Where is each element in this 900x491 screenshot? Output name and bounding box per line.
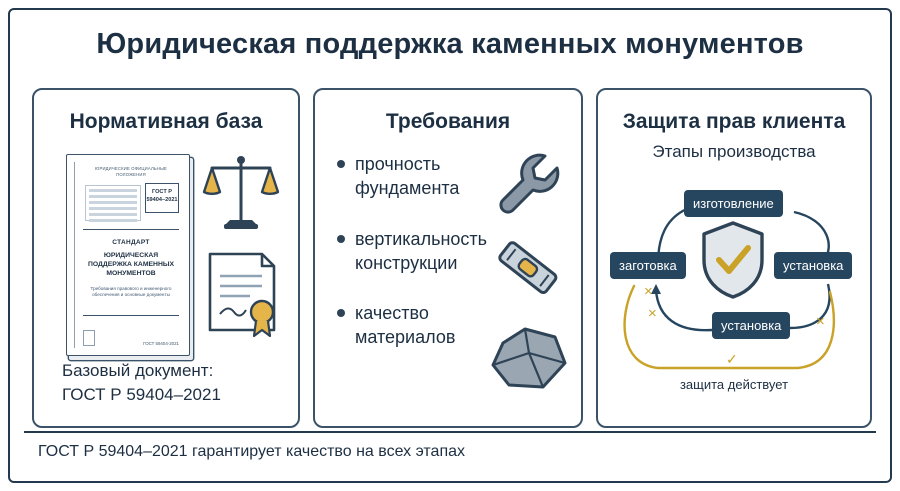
book-footer-code: ГОСТ 59404-2021 [143, 341, 179, 346]
book-header-text: ЮРИДИЧЕСКИЕ ОФИЦИАЛЬНЫЕ ПОЛОЖЕНИЯ [95, 166, 167, 178]
bullet-dot-icon [337, 160, 345, 168]
wrench-icon [491, 148, 569, 231]
scales-icon [202, 152, 280, 243]
requirement-text: качество материалов [355, 303, 456, 348]
shield-check-icon [700, 220, 766, 305]
document-illustration [34, 142, 298, 372]
card-title-normative-base: Нормативная база [69, 110, 263, 133]
book-standard-name: ЮРИДИЧЕСКАЯ ПОДДЕРЖКА КАМЕННЫХ МОНУМЕНТОВ [87, 252, 175, 278]
base-document-caption-line2: ГОСТ Р 59404–2021 [62, 385, 221, 405]
book-footer [83, 330, 179, 346]
flow-node-installation-right[interactable]: установка [774, 252, 852, 279]
svg-text:✓: ✓ [726, 351, 738, 367]
requirements-list [337, 152, 487, 376]
book-barcode [83, 330, 95, 346]
flow-title: Этапы производства [652, 142, 816, 161]
base-document-caption [62, 359, 221, 408]
book-rule-top [83, 229, 179, 230]
book-rule-bottom [83, 315, 179, 316]
production-flow-diagram [598, 168, 870, 398]
standard-book [66, 154, 190, 356]
flow-node-installation-bottom[interactable]: установка [712, 312, 790, 339]
base-document-caption-line1: Базовый документ: [62, 360, 214, 380]
card-title-requirements: Требования [385, 110, 511, 133]
list-item [337, 301, 487, 350]
page-title: Юридическая поддержка каменных монументов [96, 28, 804, 60]
card-normative-base [32, 88, 300, 428]
card-requirements [313, 88, 583, 428]
svg-text:×: × [648, 305, 657, 322]
cards-row [32, 88, 872, 428]
flow-node-blank[interactable]: заготовка [610, 252, 686, 279]
book-spine [74, 162, 79, 348]
book-standard-word: СТАНДАРТ [112, 239, 150, 246]
card-title-client-rights: Защита прав клиента [622, 110, 846, 133]
bullet-dot-icon [337, 235, 345, 243]
list-item [337, 152, 487, 201]
book-org-block [85, 185, 141, 221]
spirit-level-icon [491, 226, 561, 319]
stone-icon [485, 323, 571, 400]
card-client-rights [596, 88, 872, 428]
outer-frame [8, 8, 892, 483]
footer-note: ГОСТ Р 59404–2021 гарантирует качество на всех этапах [38, 443, 465, 460]
book-gost-box: ГОСТ Р 59404–2021 [145, 183, 179, 213]
tools-illustrations [479, 148, 575, 398]
flow-node-manufacturing[interactable]: изготовление [684, 190, 783, 217]
list-item [337, 227, 487, 276]
certificate-icon [200, 250, 286, 347]
requirement-text: прочность фундамента [355, 154, 460, 199]
footer-divider [24, 431, 876, 433]
book-standard-block [83, 239, 179, 299]
svg-text:×: × [644, 283, 653, 300]
bullet-dot-icon [337, 309, 345, 317]
svg-text:×: × [816, 313, 825, 330]
requirement-text: вертикальность конструкции [355, 228, 488, 273]
book-standard-sub: Требования правового и инженерного обеспечения и основные документы [90, 285, 172, 298]
flow-footer-label: защита действует [679, 377, 789, 392]
